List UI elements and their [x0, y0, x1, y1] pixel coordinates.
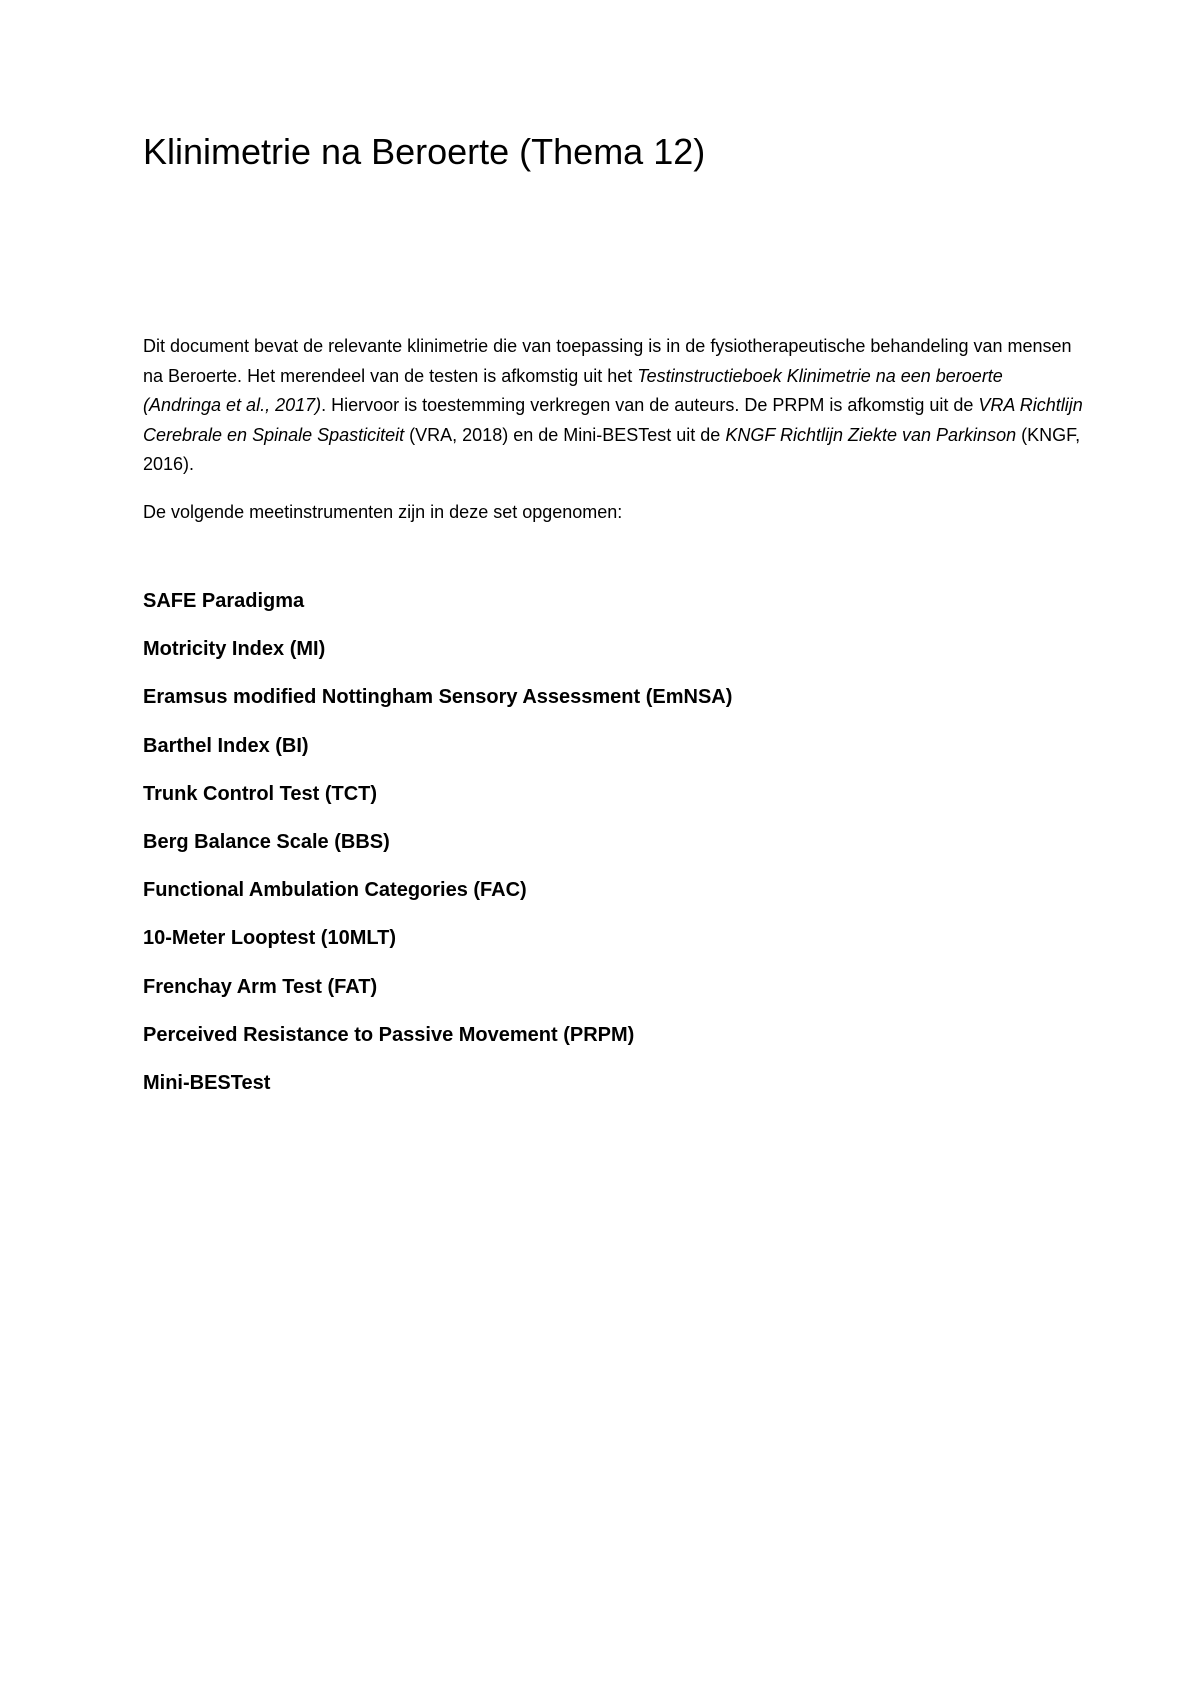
instrument-list [143, 586, 732, 1116]
instrument-item: 10-Meter Looptest (10MLT) [143, 927, 396, 950]
instrument-item: Eramsus modified Nottingham Sensory Assessment (EmNSA) [143, 686, 733, 709]
instrument-item: SAFE Paradigma [143, 590, 305, 612]
intro-text-2: . Hiervoor is toestemming verkregen van de auteurs. De PRPM is afkomstig uit de [321, 395, 979, 415]
intro-reference-kngf-richtlijn: KNGF Richtlijn Ziekte van Parkinson [725, 424, 1017, 445]
instrument-item: Trunk Control Test (TCT) [143, 782, 378, 805]
instrument-item: Frenchay Arm Test (FAT) [143, 975, 378, 998]
instrument-item: Mini-BESTest [143, 1071, 271, 1094]
intro-paragraph [143, 332, 1083, 480]
document-title: Klinimetrie na Beroerte (Thema 12) [143, 131, 706, 172]
intro-text-3: (VRA, 2018) en de Mini-BESTest uit de [404, 424, 726, 445]
intro-text-1: Dit document bevat de relevante klinimetrie die van toepassing is in de fysiotherapeutische behandeling van mensen na Beroerte. Het merendeel van de testen is afkomstig uit het [143, 336, 1072, 386]
instrument-item: Functional Ambulation Categories (FAC) [143, 879, 527, 902]
intro-text-4: (KNGF, 2016). [143, 424, 1081, 474]
instrument-item: Perceived Resistance to Passive Movement (PRPM) [143, 1023, 635, 1046]
instruments-lead: De volgende meetinstrumenten zijn in deze set opgenomen: [143, 502, 623, 522]
intro-reference-vra-richtlijn: VRA Richtlijn Cerebrale en Spinale Spasticiteit [143, 395, 1083, 445]
instrument-item: Motricity Index (MI) [143, 638, 326, 661]
instrument-item: Berg Balance Scale (BBS) [143, 830, 390, 853]
instrument-item: Barthel Index (BI) [143, 734, 309, 757]
intro-reference-testinstructieboek: Testinstructieboek Klinimetrie na een beroerte (Andringa et al., 2017) [143, 365, 1003, 415]
